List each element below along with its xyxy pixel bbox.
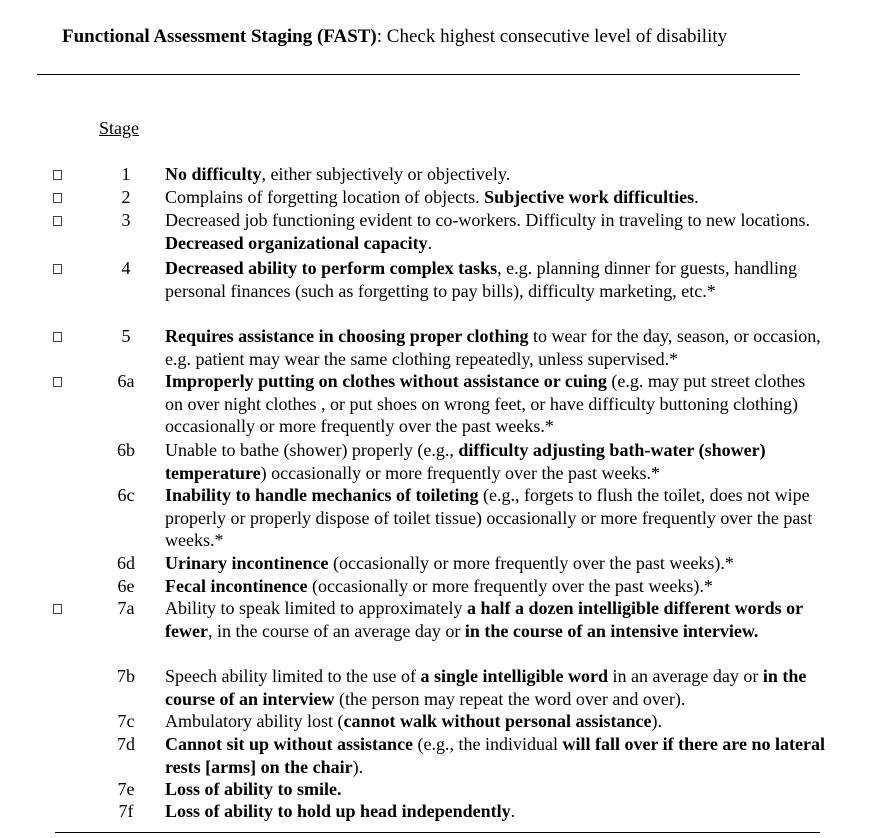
stage-number: 7e	[117, 779, 135, 799]
description-bold-text: will fall over if there are no lateral rests [arms] on the chair	[165, 734, 825, 777]
description-bold-text: Fecal incontinence	[165, 576, 308, 596]
stage-number: 6e	[117, 576, 135, 596]
stage-description	[165, 186, 825, 209]
stage-description	[165, 552, 825, 575]
stage-description	[165, 800, 825, 823]
description-text: to wear for the day, season, or occasion, e.g. patient may wear the same clothing repeatedly, unless supervised.*	[165, 326, 821, 369]
stage-description	[165, 257, 825, 302]
page-title	[62, 25, 727, 49]
stage-number: 6a	[117, 371, 135, 391]
stage-column-header: Stage	[99, 118, 139, 138]
description-text: .	[510, 801, 516, 821]
stage-number: 5	[121, 326, 131, 346]
description-text: , e.g. planning dinner for guests, handling personal finances (such as forgetting to pay bills), difficulty marketing, etc.*	[165, 258, 798, 301]
description-bold-text: cannot walk without personal assistance	[343, 711, 652, 731]
stage-description	[165, 778, 825, 801]
description-text: Unable to bathe (shower) properly (e.g.,	[165, 440, 459, 460]
stage-description	[165, 163, 825, 186]
description-bold-text: Inability to handle mechanics of toileting	[165, 485, 479, 505]
description-text: Ambulatory ability lost (	[165, 711, 344, 731]
stage-number: 6c	[117, 485, 135, 505]
description-bold-text: Requires assistance in choosing proper clothing	[165, 326, 529, 346]
description-bold-text: Cannot sit up without assistance	[165, 734, 414, 754]
title-bold: Functional Assessment Staging (FAST)	[62, 26, 377, 47]
stage-number: 3	[121, 210, 131, 230]
stage-number: 1	[121, 164, 131, 184]
description-text: .	[694, 187, 699, 207]
stage-description	[165, 439, 825, 484]
description-text: Complains of forgetting location of objects.	[165, 187, 485, 207]
description-text: ) occasionally or more frequently over the past weeks.*	[260, 462, 660, 483]
description-text: (occasionally or more frequently over the past weeks).*	[307, 576, 713, 596]
stage-checkbox[interactable]	[53, 604, 62, 614]
stage-description	[165, 710, 825, 733]
description-text: in an average day or	[607, 666, 763, 686]
description-text: (e.g., forgets to flush the toilet, does not wipe properly or properly dispose of toilet tissue) occasionally or more frequently over the past weeks.*	[165, 485, 813, 550]
description-text: Ability to speak limited to approximately	[165, 598, 467, 618]
description-bold-text: a single intelligible word	[420, 666, 608, 686]
stage-description	[165, 665, 825, 710]
description-text: ).	[352, 756, 364, 777]
description-text: Speech ability limited to the use of	[165, 666, 421, 686]
top-divider	[37, 74, 800, 75]
stage-checkbox[interactable]	[53, 193, 62, 203]
stage-number: 6d	[117, 553, 135, 573]
description-text: , in the course of an average day or	[207, 620, 465, 641]
stage-description	[165, 209, 825, 254]
description-text: .	[427, 232, 433, 253]
stage-checkbox[interactable]	[53, 216, 62, 226]
stage-number: 4	[121, 258, 131, 278]
stage-number: 7b	[117, 666, 135, 686]
description-bold-text: Decreased organizational capacity	[165, 232, 428, 253]
description-bold-text: No difficulty	[165, 164, 262, 184]
stage-description	[165, 597, 825, 642]
description-text: (e.g. may put street clothes on over night clothes , or put shoes on wrong feet, or have difficulty buttoning clothing) occasionally or more frequently over the past weeks.*	[165, 371, 806, 436]
stage-description	[165, 733, 825, 778]
stage-checkbox[interactable]	[53, 170, 62, 180]
stage-description	[165, 370, 825, 438]
description-text: , either subjectively or objectively.	[261, 164, 511, 184]
bottom-divider	[55, 832, 820, 833]
stage-number: 6b	[117, 440, 135, 460]
stage-description	[165, 484, 825, 552]
description-text: (e.g., the individual	[413, 734, 563, 754]
description-bold-text: Decreased ability to perform complex tasks	[165, 258, 498, 278]
description-bold-text: in the course of an interview	[165, 666, 807, 709]
description-text: Decreased job functioning evident to co-workers. Difficulty in traveling to new locations.	[165, 210, 810, 230]
stage-number: 2	[121, 187, 131, 207]
stage-number: 7d	[117, 734, 135, 754]
stage-checkbox[interactable]	[53, 264, 62, 274]
description-text: ).	[651, 711, 663, 731]
stage-description	[165, 575, 825, 598]
description-bold-text: Improperly putting on clothes without assistance or cuing	[165, 371, 607, 391]
stage-number: 7c	[117, 711, 135, 731]
description-bold-text: difficulty adjusting bath-water (shower) temperature	[165, 440, 766, 483]
stage-number: 7a	[117, 598, 135, 618]
description-bold-text: in the course of an intensive interview.	[464, 620, 759, 641]
description-bold-text: Subjective work difficulties	[484, 187, 695, 207]
description-bold-text: Loss of ability to hold up head independently	[165, 801, 511, 821]
stage-checkbox[interactable]	[53, 377, 62, 387]
description-text: (the person may repeat the word over and over).	[334, 688, 686, 709]
description-bold-text: a half a dozen intelligible different words or fewer	[165, 598, 803, 641]
stage-description	[165, 325, 825, 370]
stage-checkbox[interactable]	[53, 332, 62, 342]
description-bold-text: Loss of ability to smile.	[165, 779, 342, 799]
title-rest: : Check highest consecutive level of disability	[376, 26, 728, 47]
stage-number: 7f	[118, 801, 134, 821]
description-text: (occasionally or more frequently over the past weeks).*	[328, 553, 734, 573]
description-bold-text: Urinary incontinence	[165, 553, 329, 573]
